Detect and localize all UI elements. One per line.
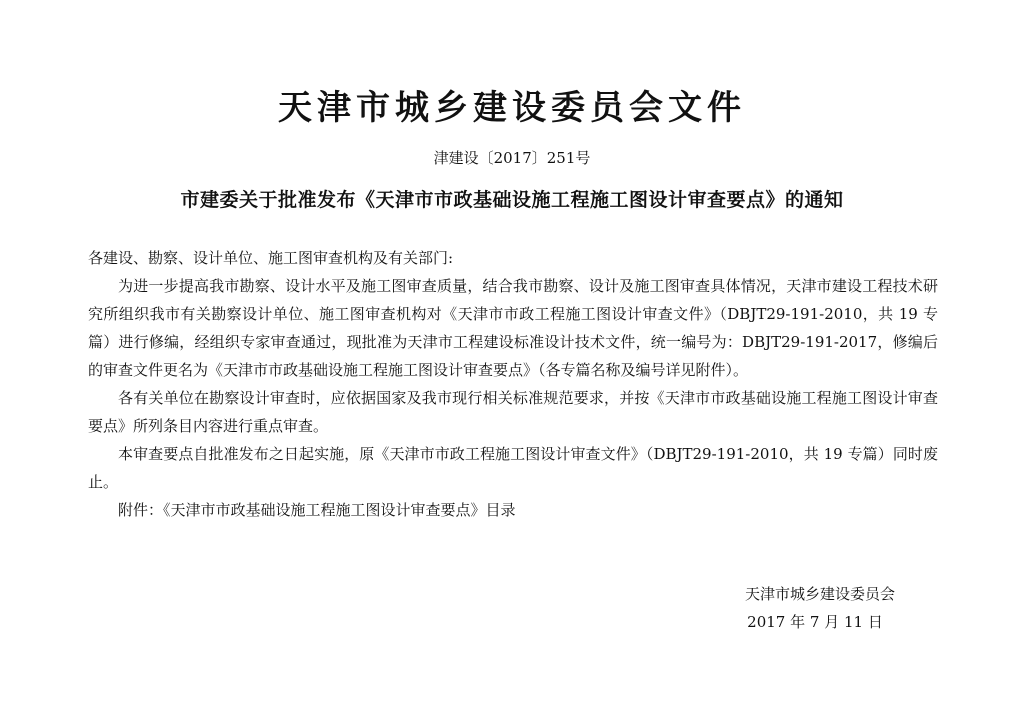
document-header-title: 天津市城乡建设委员会文件 xyxy=(278,88,746,128)
signature-block xyxy=(700,580,930,636)
notice-title: 市建委关于批准发布《天津市市政基础设施工程施工图设计审查要点》的通知 xyxy=(180,189,844,211)
paragraph-3: 本审查要点自批准发布之日起实施，原《天津市市政工程施工图设计审查文件》（DBJT29-191-2010，共 19 专篇）同时废止。 xyxy=(88,445,938,491)
attachment-line: 附件：《天津市市政基础设施工程施工图设计审查要点》目录 xyxy=(118,501,516,519)
signature-date: 2017 年 7 月 11 日 xyxy=(747,613,883,631)
paragraph-2: 各有关单位在勘察设计审查时，应依据国家及我市现行相关标准规范要求，并按《天津市市政基础设施工程施工图设计审查要点》所列条目内容进行重点审查。 xyxy=(88,389,938,435)
addressee: 各建设、勘察、设计单位、施工图审查机构及有关部门: xyxy=(88,249,454,267)
paragraph-1: 为进一步提高我市勘察、设计水平及施工图审查质量，结合我市勘察、设计及施工图审查具体情况，天津市建设工程技术研究所组织我市有关勘察设计单位、施工图审查机构对《天津市市政工程施工图设计审查文件》（DBJT29-191-2010，共 19 专篇）进行修编，经组织专家审查通过，现批准为天津市工程建设标准设计技术文件，统一编号为：DBJT29-191-2017，修编后的审查文件更名为《天津市市政基础设施工程施工图设计审查要点》（各专篇名称及编号详见附件）。 xyxy=(88,277,938,379)
document-body xyxy=(88,244,938,524)
signature-issuer: 天津市城乡建设委员会 xyxy=(744,585,895,603)
document-number: 津建设〔2017〕251号 xyxy=(433,149,591,167)
